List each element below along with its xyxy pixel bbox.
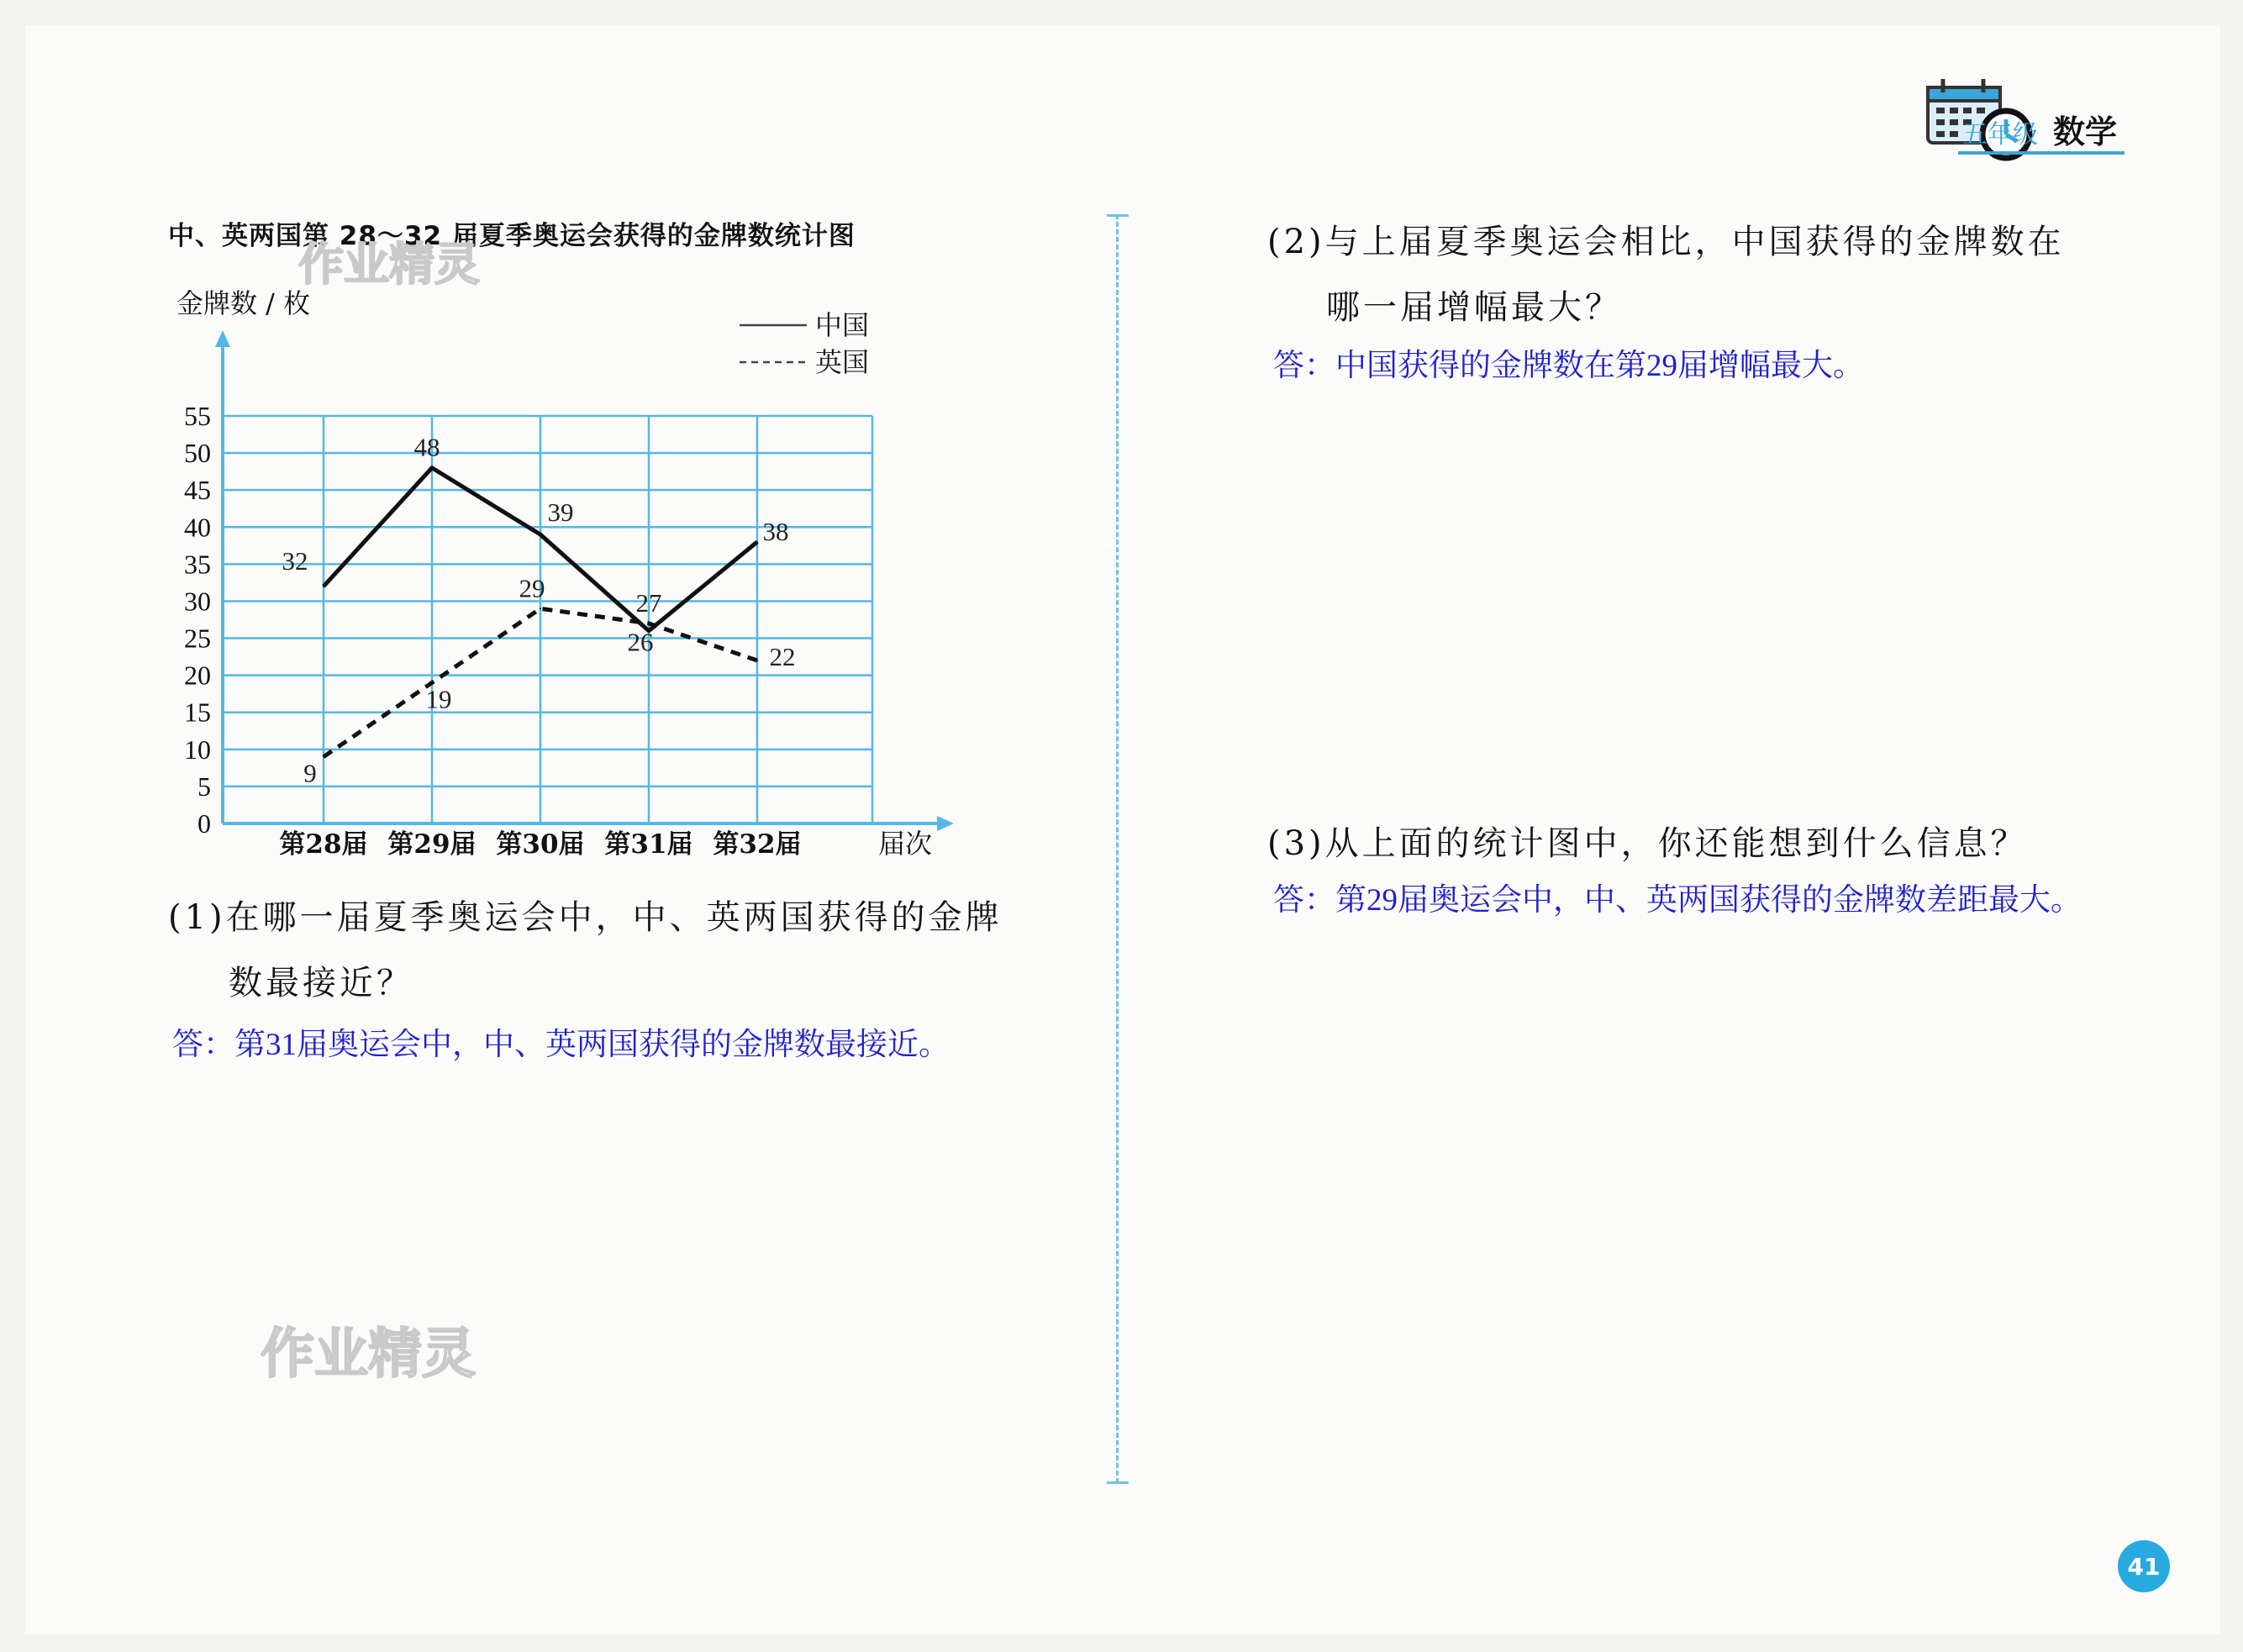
x-tick-label: 第32届 xyxy=(713,829,802,860)
data-label: 29 xyxy=(519,573,545,603)
grade-label: 五年级 xyxy=(1962,120,2038,150)
data-label: 38 xyxy=(762,516,789,546)
data-label: 32 xyxy=(282,545,308,576)
y-tick-label: 35 xyxy=(184,549,211,580)
question-2-line-1: (2)与上届夏季奥运会相比，中国获得的金牌数在 xyxy=(1267,223,2065,261)
y-tick-label: 50 xyxy=(184,438,211,469)
data-point xyxy=(323,586,324,587)
y-axis-arrow xyxy=(215,330,230,347)
data-label: 48 xyxy=(413,432,440,462)
question-1-line-1: (1)在哪一届夏季奥运会中，中、英两国获得的金牌 xyxy=(168,898,1003,937)
data-point xyxy=(540,534,541,535)
watermark-top: 作业精灵 xyxy=(298,238,480,291)
x-tick-label: 第30届 xyxy=(496,829,585,860)
y-tick-label: 15 xyxy=(184,697,211,728)
y-tick-label: 10 xyxy=(184,734,211,765)
data-point xyxy=(756,541,758,543)
data-point xyxy=(323,756,324,758)
data-label: 19 xyxy=(425,684,452,714)
x-axis-arrow xyxy=(937,816,954,831)
y-axis-label: 金牌数 / 枚 xyxy=(176,287,311,319)
x-axis-label: 届次 xyxy=(878,828,933,860)
answer-2: 答：中国获得的金牌数在第29届增幅最大。 xyxy=(1273,349,1864,383)
data-point xyxy=(431,467,433,469)
x-tick-label: 第31届 xyxy=(604,829,693,860)
legend-label: 中国 xyxy=(815,309,870,341)
question-2-line-2: 哪一届增幅最大？ xyxy=(1326,288,1622,327)
data-point xyxy=(648,623,650,624)
data-label: 9 xyxy=(303,758,317,788)
brand-underline xyxy=(1958,151,2125,155)
y-tick-label: 20 xyxy=(184,660,211,691)
data-label: 27 xyxy=(635,587,662,618)
data-point xyxy=(756,660,758,661)
divider-bottom-cap xyxy=(1107,1481,1129,1484)
y-tick-label: 30 xyxy=(184,586,211,617)
y-tick-label: 25 xyxy=(184,623,211,654)
data-label: 26 xyxy=(627,627,654,657)
page-divider xyxy=(1116,214,1119,1483)
legend-label: 英国 xyxy=(815,346,870,378)
data-label: 22 xyxy=(769,642,796,671)
answer-3: 答：第29届奥运会中，中、英两国获得的金牌数差距最大。 xyxy=(1273,883,2082,918)
answer-1: 答：第31届奥运会中，中、英两国获得的金牌数最接近。 xyxy=(172,1028,950,1062)
y-tick-label: 40 xyxy=(184,512,211,543)
data-point xyxy=(431,681,433,683)
chart-title: 中、英两国第 28～32 届夏季奥运会获得的金牌数统计图 xyxy=(168,221,856,251)
line-chart xyxy=(160,281,966,870)
question-3-line-1: (3)从上面的统计图中，你还能想到什么信息？ xyxy=(1267,824,2028,863)
subject-label: 数学 xyxy=(2053,113,2118,150)
watermark-bottom: 作业精灵 xyxy=(261,1323,476,1386)
page-number-badge: 41 xyxy=(2118,1540,2170,1592)
y-tick-label: 0 xyxy=(197,808,211,839)
y-tick-label: 45 xyxy=(184,475,211,506)
x-tick-label: 第29届 xyxy=(387,829,477,860)
y-tick-label: 55 xyxy=(184,401,211,431)
x-tick-label: 第28届 xyxy=(279,829,368,860)
data-point xyxy=(540,608,541,609)
y-tick-label: 5 xyxy=(197,771,211,802)
question-1-line-2: 数最接近？ xyxy=(229,964,413,1002)
data-label: 39 xyxy=(547,497,574,528)
